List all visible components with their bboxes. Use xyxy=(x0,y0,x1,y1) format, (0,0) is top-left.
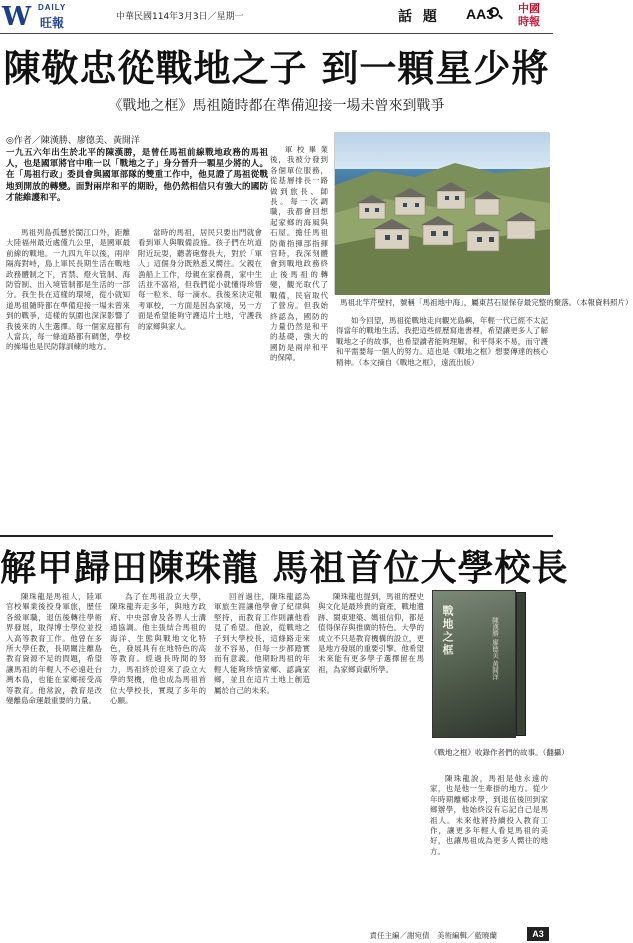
article2-col4-text: 陳珠龍也提到，馬祖的歷史與文化是最珍貴的資產，戰地遺跡、閩東建築、媽祖信仰，都是值得保存與推廣的特色。大學的成立不只是教育機構的設立，更是地方發展的重要引擎。他希望未來能有更多學子選擇留在馬祖，為家鄉貢獻所學。 xyxy=(318,592,424,674)
article1-byline: ◎作者／陳漢勝、廖德美、黃開洋 xyxy=(6,136,140,146)
seal-line-2: 時報 xyxy=(518,15,540,28)
article1-col1-text: 馬祖列島孤懸於閩江口外，距離大陸福州最近處僅九公里，是國軍最前線的戰地。一九四九年以後，兩岸隔海對峙，島上軍民長期生活在戰地政務體制之下，宵禁、燈火管制、海防管制、出入境管制都是生活的一部分。我生長在這樣的環境，從小就知道馬祖隨時都在準備迎接一場未曾來到的戰爭，這樣的氛圍也深深影響了我後來的人生選擇。每一個家庭都有人當兵，每一條道路都有碉堡，學校的操場也是民防隊訓練的地方。 xyxy=(6,228,130,352)
book-title: 戰地之框 xyxy=(441,605,454,657)
photo-caption: 馬祖北竿芹壁村，號稱「馬祖地中海」，屬東莒石屋保存最完整的聚落。（本報資料照片） xyxy=(340,298,633,307)
book-author: 陳漢勝 廖德美 黃開洋 xyxy=(491,617,499,680)
book-caption: 《戰地之框》收錄作者們的故事。（翻攝） xyxy=(430,748,569,757)
article2-column-4 xyxy=(318,592,424,922)
book-cover-image xyxy=(432,590,548,742)
article2-column-2 xyxy=(110,592,206,922)
article1-column-1 xyxy=(6,228,130,528)
article2-column-3 xyxy=(214,592,310,922)
article1-col3-text: 軍校畢業後，我被分發到各個單位服務，從基層排長一路做到旅長、師長。每一次調職，我都會回想起家鄉的海風與石屋。擔任馬祖防衛指揮部指揮官時，我深刻體會到戰地政務終止後馬祖的轉變，觀光取代了戰備，民宿取代了營房。但我始終認為，國防的力量仍然是和平的基礎，強大的國防是兩岸和平的保障。 xyxy=(270,145,328,363)
logo-daily: DAILY xyxy=(38,3,67,12)
article1-headline: 陳敬忠從戰地之子 到一顆星少將 xyxy=(3,47,550,90)
magnifier-icon[interactable] xyxy=(489,7,499,17)
article2-col5-text: 陳珠龍說，馬祖是他永遠的家，也是他一生牽掛的地方。從少年時期離鄉求學，到退伍後回到家鄉辦學，他始終沒有忘記自己是馬祖人。未來他將持續投入教育工作，讓更多年輕人看見馬祖的美好，也讓馬祖成為更多人嚮往的地方。 xyxy=(430,774,548,856)
article1-col4-text: 如今回望，馬祖從戰地走向觀光島嶼，年輕一代已經不太記得當年的戰地生活。我把這些經歷寫進書裡，希望讓更多人了解戰地之子的故事，也希望讀者能夠理解，和平得來不易，而守護和平需要每一個人的努力。這也是《戰地之框》想要傳達的核心精神。（本文摘自《戰地之框》，遠流出版） xyxy=(336,316,548,367)
article1-column-4 xyxy=(336,316,548,528)
section-title: 話 題 xyxy=(398,9,440,25)
masthead-date: 中華民國114年3月3日／星期一 xyxy=(116,12,244,22)
article2-column-1 xyxy=(6,592,102,922)
article2-headline: 解甲歸田陳珠龍 馬祖首位大學校長 xyxy=(0,548,569,589)
article1-lead: 一九五六年出生於北平的陳漢勝，是曾任馬祖前線戰地政務的馬祖人，也是國軍將官中唯一以「戰地之子」身分晉升一顆星少將的人。在「馬祖行政」委員會與國軍部隊的雙重工作中，他見證了馬祖從戰地到開放的轉變。面對兩岸和平的期盼，他仍然相信只有強大的國防才能維護和平。 xyxy=(6,148,268,203)
village-photo xyxy=(334,132,549,294)
seal-line-1: 中國 xyxy=(518,2,540,15)
logo-wang: 旺報 xyxy=(40,16,65,30)
article-divider xyxy=(0,535,553,537)
font-size-button[interactable]: AA3 xyxy=(466,6,495,22)
article2-col1-text: 陳珠龍是馬祖人，陸軍官校畢業後投身軍旅，歷任各級軍職，退伍後轉往學術界發展，取得博士學位並投入高等教育工作。他曾在多所大學任教，長期關注離島教育資源不足的問題，希望讓馬祖的年輕人不必遠赴台灣本島，也能在家鄉接受高等教育。他常說，教育是改變離島命運最重要的力量。 xyxy=(6,592,102,706)
article1-subhead: 《戰地之框》馬祖隨時都在準備迎接一場未曾來到戰爭 xyxy=(108,98,445,114)
article1-column-2 xyxy=(138,228,262,528)
book-front xyxy=(432,590,516,738)
logo-mark: W xyxy=(2,2,31,32)
page-header xyxy=(0,0,553,34)
book-spine xyxy=(516,592,526,736)
article2-col2-text: 為了在馬祖設立大學，陳珠龍奔走多年，與地方政府、中央部會及各界人士溝通協調。他主張結合馬祖的海洋、生態與戰地文化特色，發展具有在地特色的高等教育。經過長時間的努力，馬祖終於迎來了設立大學的契機，他也成為馬祖首位大學校長，實現了多年的心願。 xyxy=(110,592,206,706)
article2-column-5 xyxy=(430,774,548,922)
editor-credits: 責任主編／謝宛倩 美術編輯／藍曉蘭 xyxy=(369,931,497,940)
page-number: A3 xyxy=(527,927,549,941)
article2-col3-text: 回首過往，陳珠龍認為軍旅生涯讓他學會了紀律與堅持，而教育工作則讓他看見了希望。他說，從戰地之子到大學校長，這條路走來並不容易，但每一步都踏實而有意義。他期盼馬祖的年輕人能夠珍惜家鄉、認識家鄉，並且在這片土地上創造屬於自己的未來。 xyxy=(214,592,310,695)
page-footer xyxy=(0,927,553,943)
want-daily-logo[interactable] xyxy=(2,2,70,32)
china-times-seal xyxy=(509,2,549,32)
article1-col2-text: 當時的馬祖，居民只要出門就會看到軍人與戰備設施。孩子們在坑道附近玩耍，聽著砲聲長大，對於「軍人」這個身分既熟悉又嚮往。父親在漁船上工作，母親在家務農，家中生活並不富裕，但我們從小就懂得珍惜每一粒米、每一滴水。我後來決定報考軍校，一方面是因為家境，另一方面是希望能夠守護這片土地，守護我的家鄉與家人。 xyxy=(138,228,262,331)
article1-column-3 xyxy=(270,145,328,528)
